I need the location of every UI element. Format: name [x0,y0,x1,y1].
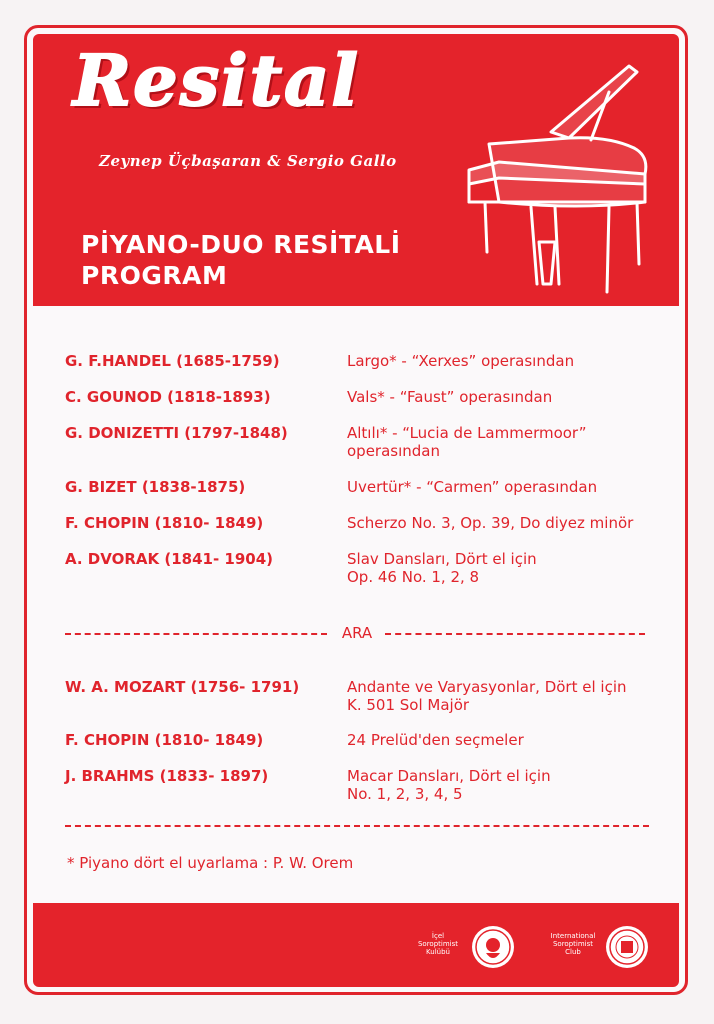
work-line: No. 1, 2, 3, 4, 5 [347,785,463,803]
header-banner [33,34,679,306]
composer-name: G. DONIZETTI (1797-1848) [65,424,288,442]
work-title [347,678,667,714]
composer-name: F. CHOPIN (1810- 1849) [65,731,264,749]
work-title [347,424,667,460]
title-line-2: PROGRAM [81,261,228,290]
grand-piano-icon [459,52,659,304]
composer-name: G. BIZET (1838-1875) [65,478,246,496]
composer-name: C. GOUNOD (1818-1893) [65,388,271,406]
intermission-divider [65,624,645,642]
work-line: Op. 46 No. 1, 2, 8 [347,568,480,586]
work-line: 24 Prelüd'den seçmeler [347,731,524,749]
composer-name: A. DVORAK (1841- 1904) [65,550,274,568]
club-1-name [413,932,463,956]
work-line: Largo* - “Xerxes” operasından [347,352,575,370]
dashed-rule [385,633,645,635]
footer-banner [33,903,679,987]
work-line: Andante ve Varyasyonlar, Dört el için [347,678,627,696]
dashed-rule [65,825,649,827]
club-1-line: İçel [431,932,445,940]
end-divider [65,816,645,834]
work-line: Slav Dansları, Dört el için [347,550,537,568]
work-line: Altılı* - “Lucia de Lammermoor” [347,424,587,442]
intermission-label: ARA [341,624,373,642]
work-title [347,514,667,532]
work-title [347,731,667,749]
soroptimist-seal-icon [469,923,517,971]
program-frame [24,25,688,995]
work-line: Macar Dansları, Dört el için [347,767,551,785]
club-1-line: Kulübü [426,948,450,956]
international-club-seal-icon [603,923,651,971]
work-title [347,478,667,496]
title-line-1: PİYANO-DUO RESİTALİ [81,230,401,259]
footnote: * Piyano dört el uyarlama : P. W. Orem [67,854,354,872]
resital-logo: Resital [73,39,360,122]
composer-name: J. BRAHMS (1833- 1897) [65,767,269,785]
composer-name: G. F.HANDEL (1685-1759) [65,352,280,370]
performers-line: Zeynep Üçbaşaran & Sergio Gallo [99,152,397,170]
club-1-line: Soroptimist [417,940,459,948]
club-2-line: Soroptimist [552,940,594,948]
work-line: Scherzo No. 3, Op. 39, Do diyez minör [347,514,634,532]
work-title [347,550,667,586]
club-2-line: Club [565,948,581,956]
work-title [347,352,667,370]
page-title [81,229,401,291]
composer-name: F. CHOPIN (1810- 1849) [65,514,264,532]
work-line: Vals* - “Faust” operasından [347,388,553,406]
dashed-rule [65,633,327,635]
work-line: Uvertür* - “Carmen” operasından [347,478,598,496]
work-line: K. 501 Sol Majör [347,696,470,714]
work-title [347,388,667,406]
club-2-line: International [550,932,596,940]
work-title [347,767,667,803]
composer-name: W. A. MOZART (1756- 1791) [65,678,300,696]
work-line: operasından [347,442,440,460]
club-2-name [543,932,603,956]
